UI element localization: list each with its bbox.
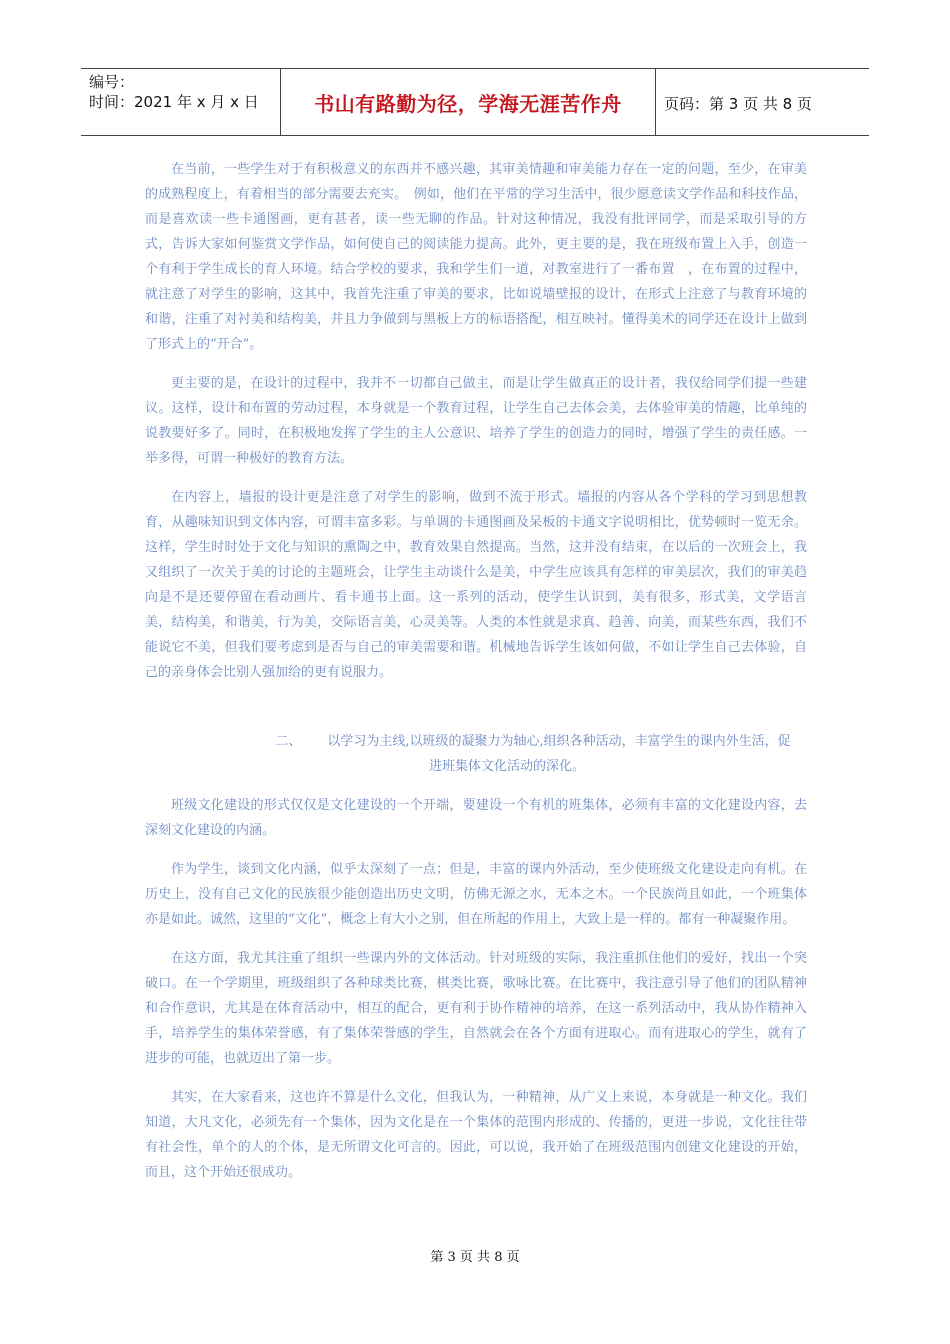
paragraph: 在当前，一些学生对于有积极意义的东西并不感兴趣，其审美情趣和审美能力存在一定的问题，至少，在审美的成熟程度上，有着相当的部分需要去充实。 例如，他们在平常的学习生活中，很少愿意读文学作品和科技作品，而是喜欢读一些卡通图画，更有甚者，读一些无聊的作品。针对这种情况，我没有批评同学，而是采取引导的方式，告诉大家如何鉴赏文学作品，如何使自己的阅读能力提高。此外，更主要的是，我在班级布置上入手，创造一个有利于学生成长的育人环境。结合学校的要求，我和学生们一道，对教室进行了一番布置 ，在布置的过程中，就注意了对学生的影响，这其中，我首先注重了审美的要求，比如说墙壁报的设计，在形式上注意了与教育环境的和谐，注重了对衬美和结构美，并且力争做到与黑板上方的标语搭配，相互映衬。懂得美术的同学还在设计上做到了形式上的“开合”。 — [145, 162, 807, 352]
paragraph: 在内容上，墙报的设计更是注意了对学生的影响，做到不流于形式。墙报的内容从各个学科的学习到思想教育，从趣味知识到文体内容，可谓丰富多彩。与单调的卡通图画及呆板的卡通文字说明相比，优势顿时一览无余。这样，学生时时处于文化与知识的熏陶之中，教育效果自然提高。当然，这并没有结束，在以后的一次班会上，我又组织了一次关于美的讨论的主题班会，让学生主动谈什么是美，中学生应该具有怎样的审美层次，我们的审美趋向是不是还要停留在看动画片、看卡通书上面。这一系列的活动，使学生认识到，美有很多，形式美，文学语言美，结构美，和谐美，行为美，交际语言美，心灵美等。人类的本性就是求真、趋善、向美，而某些东西，我们不能说它不美，但我们要考虑到是否与自己的审美需要和谐。机械地告诉学生该如何做，不如让学生自己去体验，自己的亲身体会比别人强加给的更有说服力。 — [145, 490, 807, 680]
paragraph: 其实，在大家看来，这也许不算是什么文化，但我认为，一种精神，从广义上来说，本身就是一种文化。我们知道，大凡文化，必须先有一个集体，因为文化是在一个集体的范围内形成的、传播的，更进一步说，文化往往带有社会性，单个的人的个体，是无所谓文化可言的。因此，可以说，我开始了在班级范围内创建文化建设的开始，而且，这个开始还很成功。 — [145, 1090, 807, 1180]
time-label: 时间：2021 年 x 月 x 日 — [89, 93, 259, 111]
page-indicator: 页码：第 3 页 共 8 页 — [664, 95, 812, 113]
paragraph: 更主要的是，在设计的过程中，我并不一切都自己做主，而是让学生做真正的设计者，我仅给同学们提一些建议。这样，设计和布置的劳动过程，本身就是一个教育过程，让学生自己去体会美，去体验审美的情趣，比单纯的说教要好多了。同时，在积极地发挥了学生的主人公意识、培养了学生的创造力的同时，增强了学生的责任感。一举多得，可谓一种极好的教育方法。 — [145, 376, 807, 466]
section-number: 二、 — [275, 734, 302, 749]
header-divider — [655, 69, 656, 135]
header-meta-cell — [81, 69, 280, 135]
section-heading — [145, 729, 807, 779]
section-heading-text: 以学习为主线,以班级的凝聚力为轴心,组织各种活动，丰富学生的课内外生活，促进班集体文化活动的深化。 — [327, 734, 791, 774]
document-body — [145, 157, 807, 1185]
number-label: 编号： — [89, 73, 135, 91]
motto-title: 书山有路勤为径，学海无涯苦作舟 — [314, 91, 622, 116]
page-footer: 第 3 页 共 8 页 — [430, 1250, 520, 1265]
paragraph: 作为学生，谈到文化内涵，似乎太深刻了一点；但是，丰富的课内外活动，至少使班级文化建设走向有机。在历史上，没有自己文化的民族很少能创造出历史文明，仿佛无源之水，无本之木。一个民族尚且如此，一个班集体亦是如此。诚然，这里的“文化”，概念上有大小之别，但在所起的作用上，大致上是一样的。都有一种凝聚作用。 — [145, 862, 807, 927]
paragraph: 在这方面，我尤其注重了组织一些课内外的文体活动。针对班级的实际，我注重抓住他们的爱好，找出一个突破口。在一个学期里，班级组织了各种球类比赛，棋类比赛，歌咏比赛。在比赛中，我注意引导了他们的团队精神和合作意识，尤其是在体育活动中，相互的配合，更有利于协作精神的培养，在这一系列活动中，我从协作精神入手，培养学生的集体荣誉感，有了集体荣誉感的学生，自然就会在各个方面有进取心。而有进取心的学生，就有了进步的可能，也就迈出了第一步。 — [145, 951, 807, 1066]
paragraph: 班级文化建设的形式仅仅是文化建设的一个开端，要建设一个有机的班集体，必须有丰富的文化建设内容，去深刻文化建设的内涵。 — [145, 798, 807, 838]
header-table — [81, 68, 869, 136]
